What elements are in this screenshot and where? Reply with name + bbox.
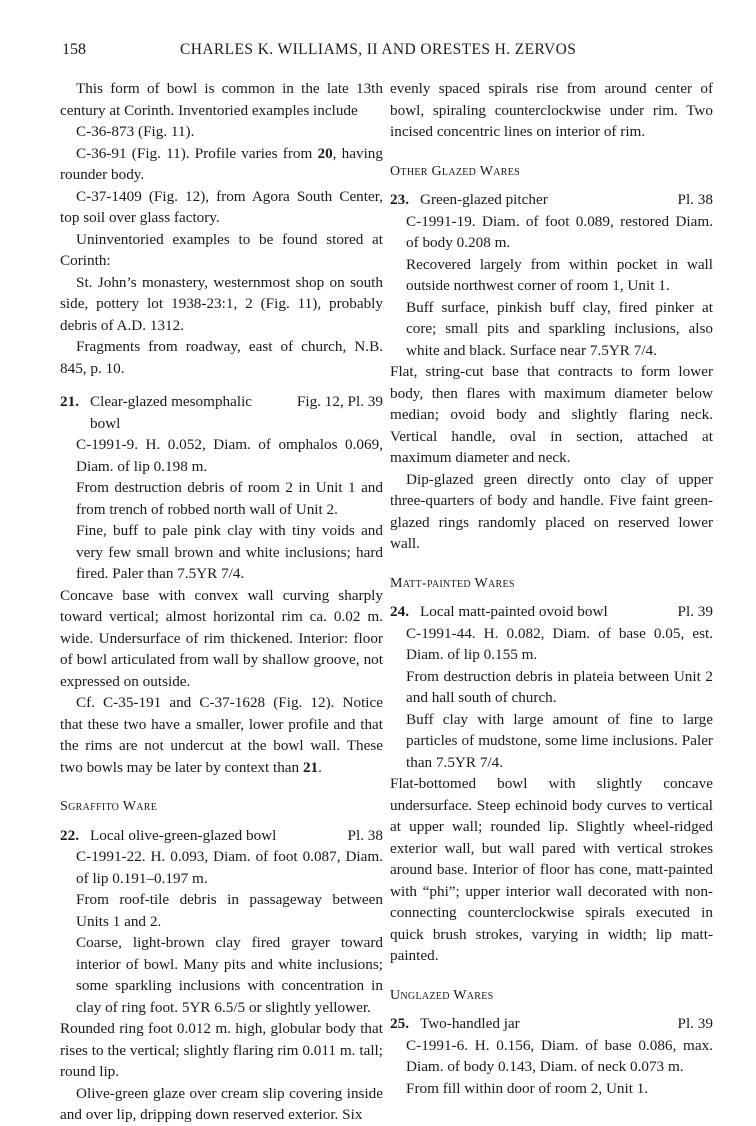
entry-shape: Flat-bottomed bowl with slightly concave undersurface. Steep echinoid body curves to vertical at upper wall; rounded lip. Slightly wheel-ridged exterior wall, but wall pared with vertical strokes around base. Interior of floor has cone, matt-painted with “phi”; upper interior wall decorated with non-connecting counterclockwise spirals executed in quick brush strokes, varying in width; lip matt-painted. xyxy=(390,775,713,964)
entry-figure-ref: Pl. 38 xyxy=(677,191,713,208)
entry-catalogue: C-1991-6. H. 0.156, Diam. of base 0.086, max. Diam. of body 0.143, Diam. of neck 0.073 m. xyxy=(406,1036,713,1075)
entry-findspot: From destruction debris in plateia between Unit 2 and hall south of church. xyxy=(406,667,713,706)
uninventoried-item: St. John’s monastery, westernmost shop on south side, pottery lot 1938-23:1, 2 (Fig. 11), probably debris of A.D. 1312. xyxy=(60,273,383,334)
entry-number: 24. xyxy=(390,603,409,620)
entry-catalogue: C-1991-22. H. 0.093, Diam. of foot 0.087, Diam. of lip 0.191–0.197 m. xyxy=(76,848,383,887)
entry-findspot: From destruction debris of room 2 in Unit 1 and from trench of robbed north wall of Unit 2. xyxy=(76,479,383,518)
section-heading-sgraffito: Sgraffito Ware xyxy=(60,799,158,814)
page-number: 158 xyxy=(62,41,86,58)
right-column xyxy=(390,78,713,1099)
entry-catalogue: C-1991-44. H. 0.082, Diam. of base 0.05, est. Diam. of lip 0.155 m. xyxy=(406,624,713,663)
entry-fabric: Buff clay with large amount of fine to large particles of mudstone, some lime inclusions. Paler than 7.5YR 7/4. xyxy=(406,710,713,771)
entry-number: 25. xyxy=(390,1015,409,1032)
catalogue-entry-21-heading xyxy=(60,391,383,434)
entry-figure-ref: Pl. 38 xyxy=(347,826,383,844)
entry-figure-ref: Fig. 12, Pl. 39 xyxy=(296,393,383,410)
entry-figure-ref: Pl. 39 xyxy=(677,603,713,620)
entry-title: Green-glazed pitcher xyxy=(420,191,548,208)
entry-number: 23. xyxy=(390,191,409,208)
catalogue-entry-23-heading xyxy=(390,189,713,211)
entry-title: Local matt-painted ovoid bowl xyxy=(420,603,608,620)
inventory-item: C-36-91 (Fig. 11). Profile varies from 20, having rounder body. xyxy=(60,144,383,183)
paragraph: Uninventoried examples to be found stored at Corinth: xyxy=(60,230,383,269)
catalogue-entry-24-heading xyxy=(390,601,713,623)
inventory-item: C-36-873 (Fig. 11). xyxy=(76,123,195,140)
section-heading-other-glazed: Other Glazed Wares xyxy=(390,163,521,179)
entry-shape: Rounded ring foot 0.012 m. high, globular body that rises to the vertical; slightly flaring rim 0.011 m. tall; round lip. xyxy=(60,1020,383,1080)
entry-title: Clear-glazed mesomphalic bowl xyxy=(90,393,253,432)
running-head: CHARLES K. WILLIAMS, II AND ORESTES H. ZERVOS xyxy=(180,41,577,58)
page-header xyxy=(62,41,702,63)
entry-catalogue: C-1991-9. H. 0.052, Diam. of omphalos 0.069, Diam. of lip 0.198 m. xyxy=(76,436,383,475)
entry-glaze: Dip-glazed green directly onto clay of upper three-quarters of body and handle. Five faint green-glazed rings randomly placed on reserved lower wall. xyxy=(390,470,713,552)
section-heading-unglazed: Unglazed Wares xyxy=(390,987,494,1003)
catalogue-entry-22-heading xyxy=(60,825,383,847)
entry-catalogue: C-1991-19. Diam. of foot 0.089, restored Diam. of body 0.208 m. xyxy=(406,212,713,251)
entry-findspot: Recovered largely from within pocket in wall outside northwest corner of room 1, Unit 1. xyxy=(406,255,713,294)
entry-number: 21. xyxy=(60,393,79,410)
uninventoried-item: Fragments from roadway, east of church, N.B. 845, p. 10. xyxy=(60,338,383,377)
entry-number: 22. xyxy=(60,826,79,844)
entry-figure-ref: Pl. 39 xyxy=(677,1015,713,1032)
entry-shape: Concave base with convex wall curving sharply toward vertical; almost horizontal rim ca. 0.02 m. wide. Undersurface of rim thickened. Interior: floor of bowl articulated from wall by shallow groove, not expressed on outside. xyxy=(60,586,383,690)
entry-comparanda: Cf. C-35-191 and C-37-1628 (Fig. 12). Notice that these two have a smaller, lower profile and that the rims are not undercut at the bowl wall. These two bowls may be later by context than 21. xyxy=(60,694,383,776)
entry-findspot: From fill within door of room 2, Unit 1. xyxy=(406,1079,649,1097)
entry-findspot: From roof-tile debris in passageway between Units 1 and 2. xyxy=(76,891,383,930)
entry-22-continuation: evenly spaced spirals rise from around center of bowl, spiraling counterclockwise under rim. Two incised concentric lines on interior of rim. xyxy=(390,80,713,140)
entry-title: Local olive-green-glazed bowl xyxy=(90,826,277,844)
paragraph: This form of bowl is common in the late 13th century at Corinth. Inventoried examples include xyxy=(60,80,383,119)
entry-fabric: Coarse, light-brown clay fired grayer toward interior of bowl. Many pits and white inclusions; some sparkling inclusions with concentration in clay of ring foot. 5YR 6.5/5 or slightly yellower. xyxy=(76,934,383,1016)
entry-shape: Flat, string-cut base that contracts to form lower body, then flares with maximum diameter below median; ovoid body and slightly flaring neck. Vertical handle, oval in section, attached at maximum diameter and neck. xyxy=(390,363,713,466)
entry-fabric: Buff surface, pinkish buff clay, fired pinker at core; small pits and sparkling inclusions, also white and black. Surface near 7.5YR 7/4. xyxy=(406,298,713,359)
section-heading-matt-painted: Matt-painted Wares xyxy=(390,575,515,591)
entry-glaze: Olive-green glaze over cream slip covering inside and over lip, dripping down reserved exterior. Six xyxy=(60,1084,383,1123)
inventory-item: C-37-1409 (Fig. 12), from Agora South Center, top soil over glass factory. xyxy=(60,187,383,226)
entry-title: Two-handled jar xyxy=(420,1015,520,1032)
left-column xyxy=(60,78,383,1126)
entry-fabric: Fine, buff to pale pink clay with tiny voids and very few small brown and white inclusions; hard fired. Paler than 7.5YR 7/4. xyxy=(76,522,383,582)
